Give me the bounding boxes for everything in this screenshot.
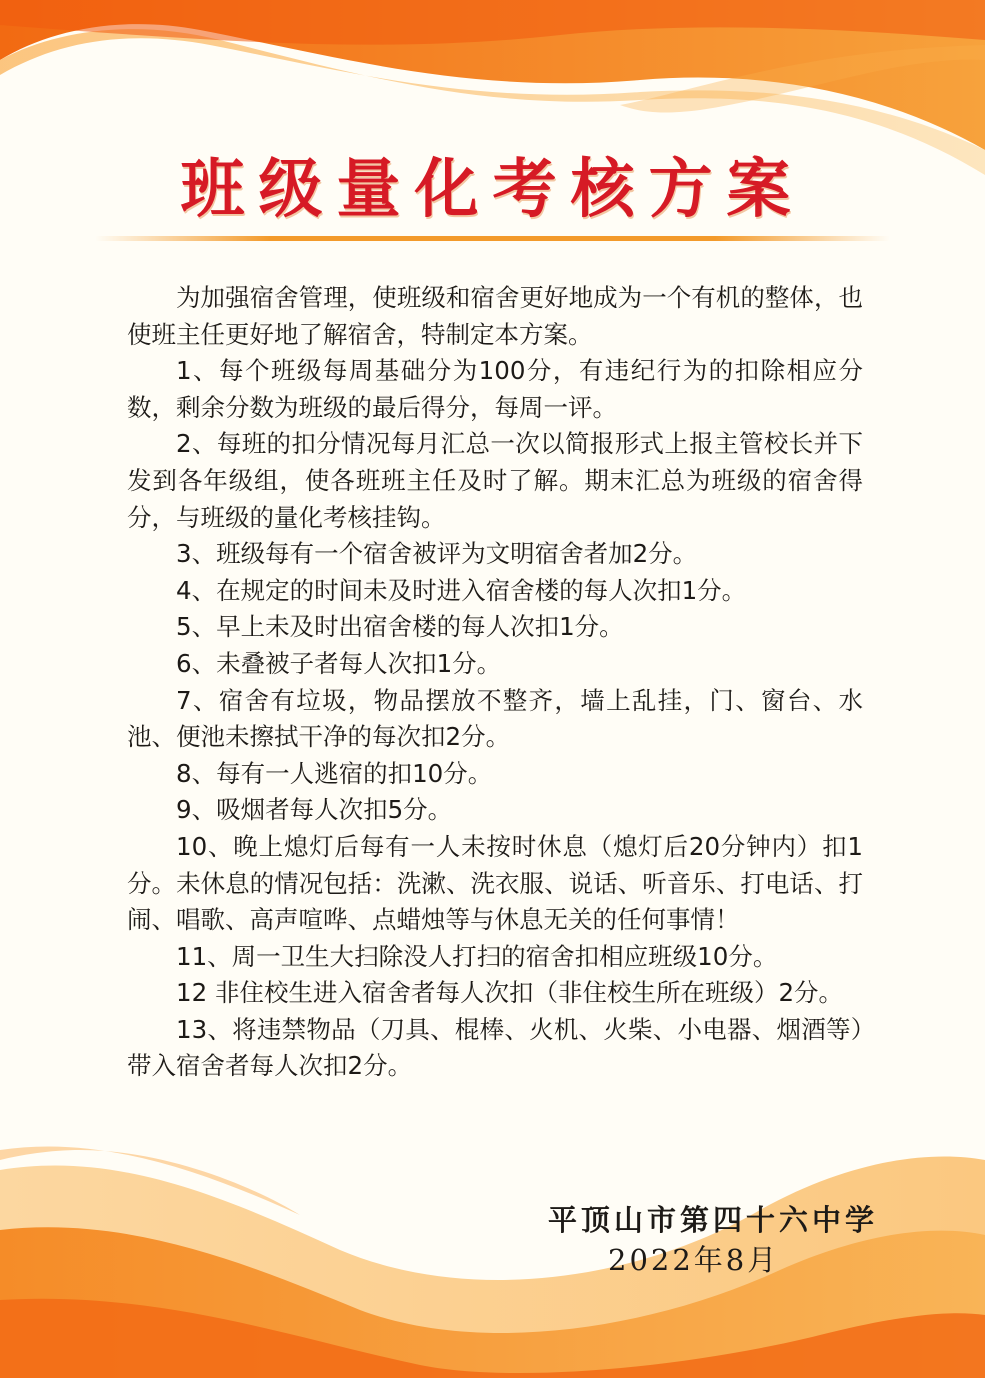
rule-item-11: 11、周一卫生大扫除没人打扫的宿舍扣相应班级10分。 [176,941,778,971]
rule-item-4: 4、在规定的时间未及时进入宿舍楼的每人次扣1分。 [176,575,747,605]
rule-item-6: 6、未叠被子者每人次扣1分。 [176,648,502,678]
issue-date: 2022年8月 [608,1243,780,1277]
rule-item-13: 13、将违禁物品（刀具、棍棒、火机、火柴、小电器、烟酒等）带入宿舍者每人次扣2分。 [127,1014,863,1081]
rule-item-12: 12 非住校生进入宿舍者每人次扣（非住校生所在班级）2分。 [176,978,844,1008]
page-title: 班级量化考核方案 [180,152,805,227]
rule-item-5: 5、早上未及时出宿舍楼的每人次扣1分。 [176,612,624,642]
intro-paragraph: 为加强宿舍管理，使班级和宿舍更好地成为一个有机的整体，也使班主任更好地了解宿舍，特制定本方案。 [127,283,863,349]
rule-item-9: 9、吸烟者每人次扣5分。 [176,795,453,825]
rule-item-7: 7、宿舍有垃圾，物品摆放不整齐，墙上乱挂，门、窗台、水池、便池未擦拭干净的每次扣2分。 [127,685,863,752]
school-name: 平顶山市第四十六中学 [548,1203,879,1237]
signature-block [520,1200,880,1280]
rules-body [127,280,863,1085]
rule-item-2: 2、每班的扣分情况每月汇总一次以简报形式上报主管校长并下发到各年级组，使各班班主任及时了解。期末汇总为班级的宿舍得分，与班级的量化考核挂钩。 [127,429,863,532]
rule-item-3: 3、班级每有一个宿舍被评为文明宿舍者加2分。 [176,539,698,569]
rule-item-1: 1、每个班级每周基础分为100分，有违纪行为的扣除相应分数，剩余分数为班级的最后得分，每周一评。 [127,356,863,422]
title-underline [95,236,890,241]
rule-item-10: 10、晚上熄灯后每有一人未按时休息（熄灯后20分钟内）扣1分。未休息的情况包括：洗漱、洗衣服、说话、听音乐、打电话、打闹、唱歌、高声喧哗、点蜡烛等与休息无关的任何事情！ [127,831,863,935]
rule-item-8: 8、每有一人逃宿的扣10分。 [176,758,493,788]
